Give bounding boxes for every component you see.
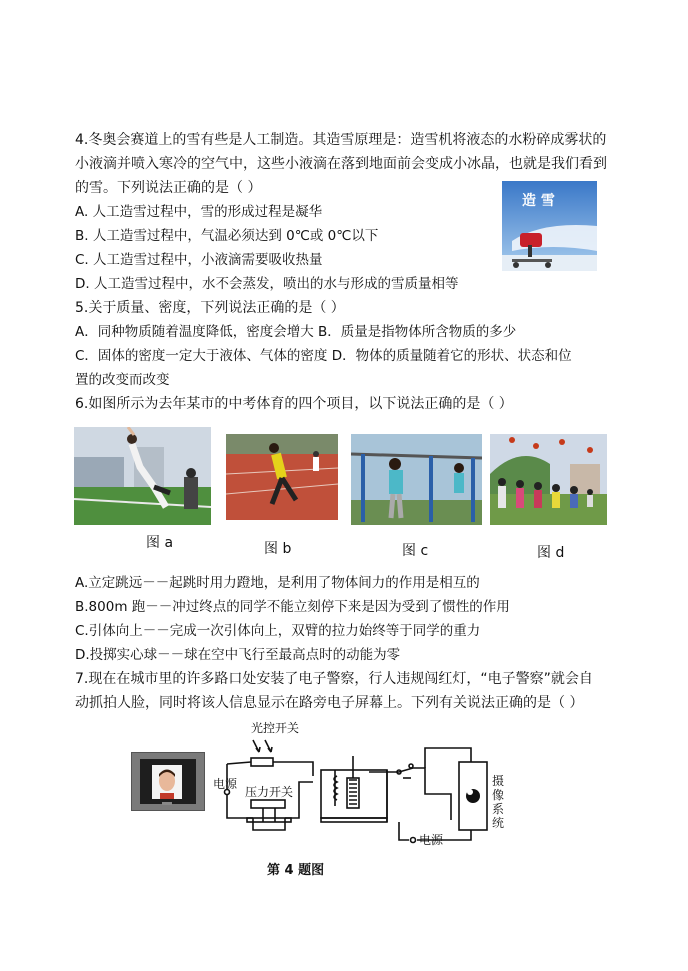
photo-b-running [226,434,338,520]
q6-option-c: C.引体向上－－完成一次引体向上，双臂的拉力始终等于同学的重力 [75,623,481,639]
q4-line-1: 4.冬奥会赛道上的雪有些是人工制造。其造雪原理是：造雪机将液态的水粉碎成雾状的 [75,132,607,148]
caption-d: 图 d [537,545,565,561]
photo-d-shot-put [490,434,607,525]
photo-a-long-jump [74,427,211,525]
power-source-label-bottom: 电源 [419,833,444,847]
q5-line-1: 5.关于质量、密度，下列说法正确的是（ ） [75,300,345,316]
photo-c-pull-up [351,434,482,525]
q7-line-2: 动抓拍人脸，同时将该人信息显示在路旁电子屏幕上。下列有关说法正确的是（ ） [75,695,584,711]
snow-machine-image [502,181,597,271]
caption-c: 图 c [402,543,429,559]
light-switch-label: 光控开关 [251,721,300,735]
camera-system-label: 摄像系统 [492,774,505,830]
q6-option-d: D.投掷实心球－－球在空中飞行至最高点时的动能为零 [75,647,401,663]
q7-line-1: 7.现在在城市里的许多路口处安装了电子警察，行人违规闯红灯，“电子警察”就会自 [75,671,593,687]
caption-b: 图 b [264,541,292,557]
power-source-label-left: 电源 [213,777,238,791]
q4-option-d: D. 人工造雪过程中，水不会蒸发，喷出的水与形成的雪质量相等 [75,276,459,292]
camera-icon [466,789,480,803]
snow-image-text: 造 雪 [522,193,555,209]
face-icon [152,765,182,799]
q5-option-d-cont: 置的改变而改变 [75,372,170,388]
q4-line-2: 小液滴并喷入寒冷的空气中，这些小液滴在落到地面前会变成小冰晶，也就是我们看到 [75,156,607,172]
q6-option-b: B.800m 跑－－冲过终点的同学不能立刻停下来是因为受到了惯性的作用 [75,599,510,615]
q6-line-1: 6.如图所示为去年某市的中考体育的四个项目，以下说法正确的是（ ） [75,396,513,412]
q4-option-a: A. 人工造雪过程中，雪的形成过程是凝华 [75,204,323,220]
pressure-switch-label: 压力开关 [245,785,294,799]
electronic-screen-image [131,752,205,811]
figure-caption: 第 4 题图 [267,863,325,878]
q6-option-a: A.立定跳远－－起跳时用力蹬地，是利用了物体间力的作用是相互的 [75,575,480,591]
circuit-diagram [213,718,513,850]
q4-line-3: 的雪。下列说法正确的是（ ） [75,180,262,196]
q4-option-c: C. 人工造雪过程中，小液滴需要吸收热量 [75,252,323,268]
q4-option-b: B. 人工造雪过程中，气温必须达到 0℃或 0℃以下 [75,228,379,244]
q5-options-cd: C．固体的密度一定大于液体、气体的密度 D．物体的质量随着它的形状、状态和位 [75,348,572,364]
q5-options-ab: A．同种物质随着温度降低，密度会增大 B．质量是指物体所含物质的多少 [75,324,517,340]
caption-a: 图 a [146,535,174,551]
